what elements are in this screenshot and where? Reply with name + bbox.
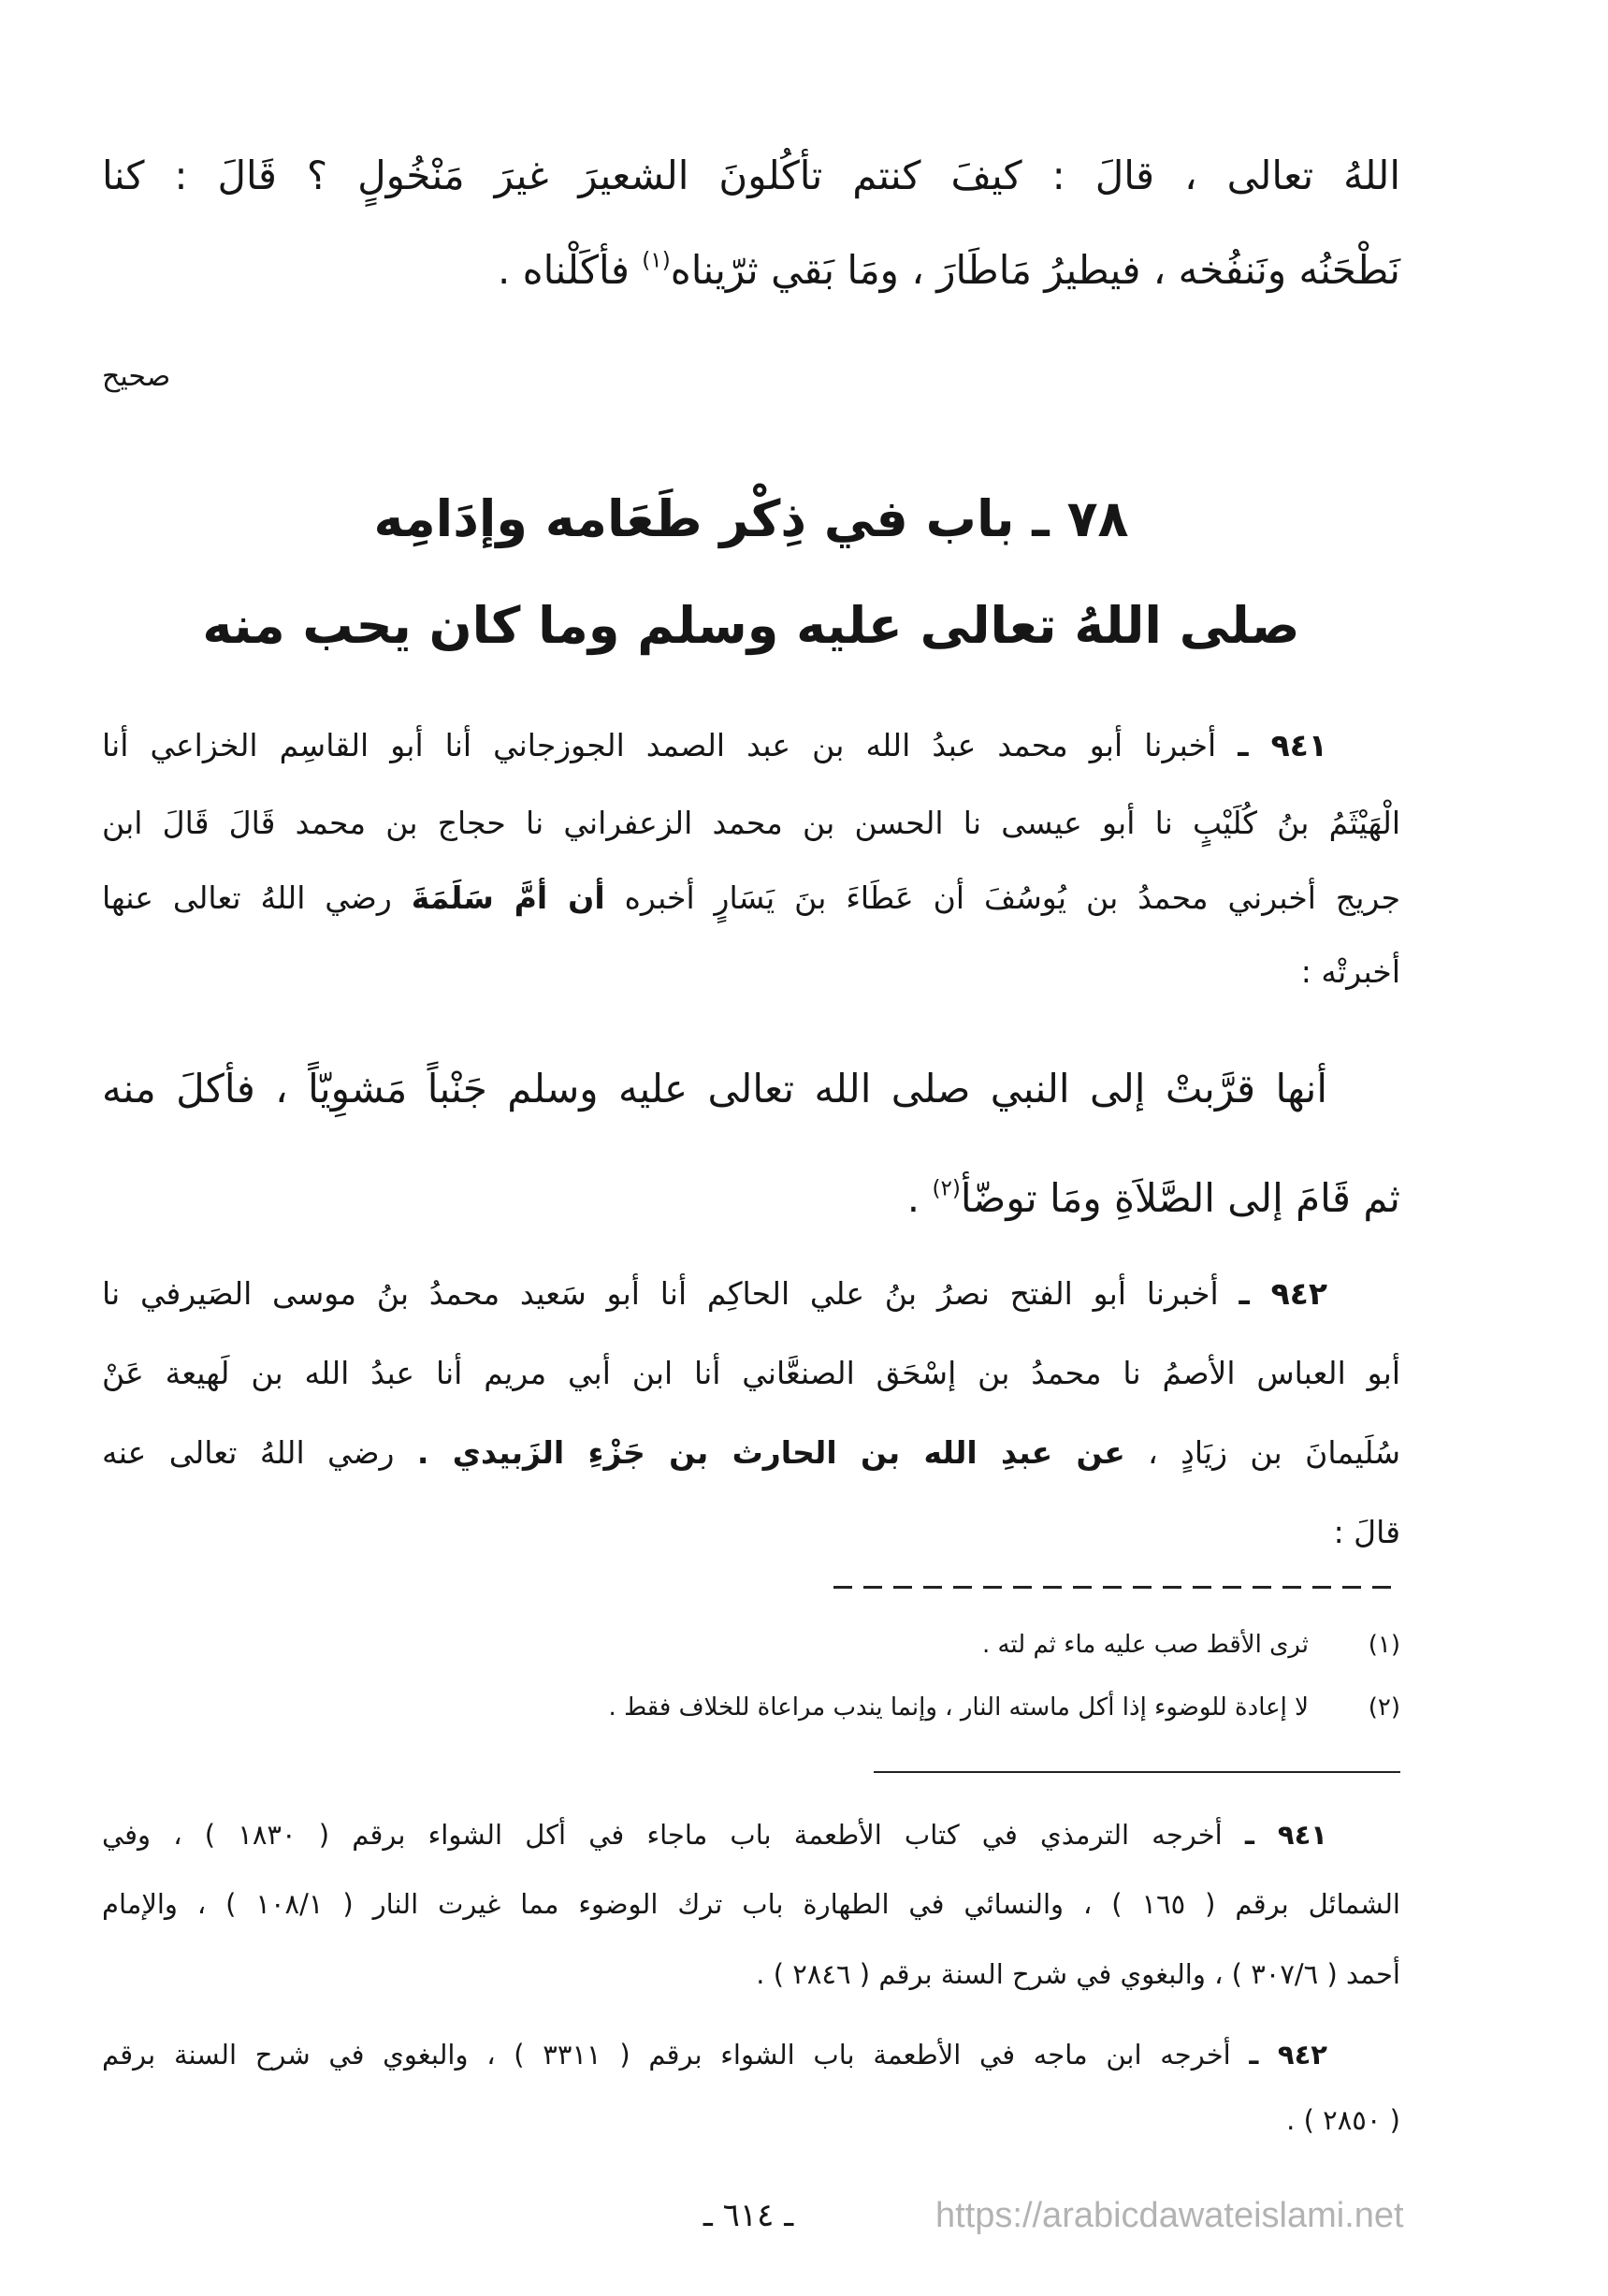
isnad-text: أخبرنا أبو محمد عبدُ الله بن عبد الصمد الجوزجاني أنا أبو القاسِم الخزاعي أنا: [102, 727, 1217, 763]
narrator-name-bold: عن عبدِ الله بن الحارث بن جَزْءِ الزَبيدي .: [416, 1434, 1125, 1471]
previous-hadith-line-1: اللهُ تعالى ، قالَ : كيفَ كنتم تأكُلونَ الشعيرَ غيرَ مَنْخُولٍ ؟ قَالَ : كنا: [102, 153, 1400, 198]
isnad-text: أخبرنا أبو الفتح نصرُ بنُ علي الحاكِم أنا أبو سَعيد محمدُ بنُ موسى الصَيرفي نا: [102, 1275, 1219, 1312]
hadith-number: ٩٤١ ـ: [1238, 727, 1327, 763]
previous-hadith-line-2: [102, 228, 1400, 312]
takhrij-941-line-2: الشمائل برقم ( ١٦٥ ) ، والنسائي في الطهارة باب ترك الوضوء مما غيرت النار ( ١٠٨/١ ) ، والإمام: [102, 1888, 1400, 1920]
takhrij-941-line-1: [102, 1809, 1400, 1861]
footnote-separator: [833, 1586, 1400, 1589]
isnad-text: سُلَيمانَ بن زيَادٍ ،: [1148, 1434, 1400, 1471]
chapter-title-line-2: صلى اللهُ تعالى عليه وسلم وما كان يحب منه: [202, 596, 1300, 655]
takhrij-number: ٩٤١ ـ: [1244, 1819, 1328, 1851]
chapter-title-line-1: ٧٨ ـ باب في ذِكْر طَعَامه وإدَامِه: [373, 489, 1129, 548]
takhrij-separator: [874, 1771, 1400, 1773]
hadith-942-isnad-line-1: [102, 1264, 1400, 1324]
hadith-941-isnad-line-3: [102, 868, 1400, 928]
takhrij-941-line-3: أحمد ( ٣٠٧/٦ ) ، والبغوي في شرح السنة برقم ( ٢٨٤٦ ) .: [756, 1958, 1400, 1990]
takhrij-text: أخرجه الترمذي في كتاب الأطعمة باب ماجاء في أكل الشواء برقم ( ١٨٣٠ ) ، وفي: [102, 1819, 1223, 1851]
isnad-text: رضي اللهُ تعالى عنها: [102, 879, 392, 916]
footnote-reference-1: (١): [642, 248, 671, 273]
takhrij-942-line-1: [102, 2028, 1400, 2081]
isnad-text: جريج أخبرني محمدُ بن يُوسُفَ أن عَطَاءَ بنَ يَسَارٍ أخبره: [624, 879, 1400, 916]
previous-hadith-text-end: فأكَلْناه .: [497, 247, 630, 293]
hadith-941-matn-line-2: [102, 1156, 1400, 1241]
page-number: ـ ٦١٤ ـ: [703, 2197, 794, 2234]
narrator-name-bold: أن أمَّ سَلَمَةَ: [411, 879, 605, 916]
takhrij-942-line-2: ( ٢٨٥٠ ) .: [1286, 2104, 1400, 2136]
footnote-1-marker: (١): [1368, 1631, 1400, 1659]
isnad-text: رضي اللهُ تعالى عنه: [102, 1434, 395, 1471]
grade-label: صحيح: [102, 360, 171, 393]
takhrij-text: أخرجه ابن ماجه في الأطعمة باب الشواء برقم ( ٣٣١١ ) ، والبغوي في شرح السنة برقم: [102, 2039, 1231, 2071]
matn-text: ثم قَامَ إلى الصَّلاَةِ ومَا توضّأ: [960, 1175, 1400, 1221]
hadith-942-isnad-line-2: أبو العباس الأصمُ نا محمدُ بن إسْحَق الصنعَّاني أنا ابن أبي مريم أنا عبدُ الله بن لَهيعة عَنْ: [102, 1355, 1400, 1391]
hadith-941-isnad-line-1: [102, 716, 1400, 776]
footnote-2-text: لا إعادة للوضوء إذا أكل ماسته النار ، وإنما يندب مراعاة للخلاف فقط .: [608, 1693, 1309, 1722]
footnote-2-marker: (٢): [1368, 1693, 1400, 1722]
previous-hadith-text: نَطْحَنُه ونَنفُخه ، فيطيرُ مَاطَارَ ، ومَا بَقي ثرّيناه: [670, 247, 1400, 293]
hadith-941-isnad-line-4: أخبرتْه :: [1300, 953, 1400, 990]
takhrij-number: ٩٤٢ ـ: [1249, 2039, 1328, 2071]
hadith-number: ٩٤٢ ـ: [1239, 1275, 1327, 1312]
hadith-942-isnad-line-4: قالَ :: [1333, 1514, 1400, 1550]
hadith-941-isnad-line-2: الْهَيْثَمُ بنُ كُلَيْبٍ نا أبو عيسى نا الحسن بن محمد الزعفراني نا حجاج بن محمد قَالَ قَالَ ابن: [102, 805, 1400, 841]
hadith-941-matn-line-1: أنها قرَّبتْ إلى النبي صلى الله تعالى عليه وسلم جَنْباً مَشوِيّاً ، فأكلَ منه: [102, 1066, 1327, 1112]
matn-text-end: .: [906, 1175, 920, 1221]
watermark-url: https://arabicdawateislami.net: [935, 2196, 1404, 2235]
footnote-1-text: ثرى الأقط صب عليه ماء ثم لته .: [981, 1631, 1309, 1659]
hadith-942-isnad-line-3: [102, 1423, 1400, 1483]
footnote-reference-2: (٢): [932, 1176, 961, 1201]
